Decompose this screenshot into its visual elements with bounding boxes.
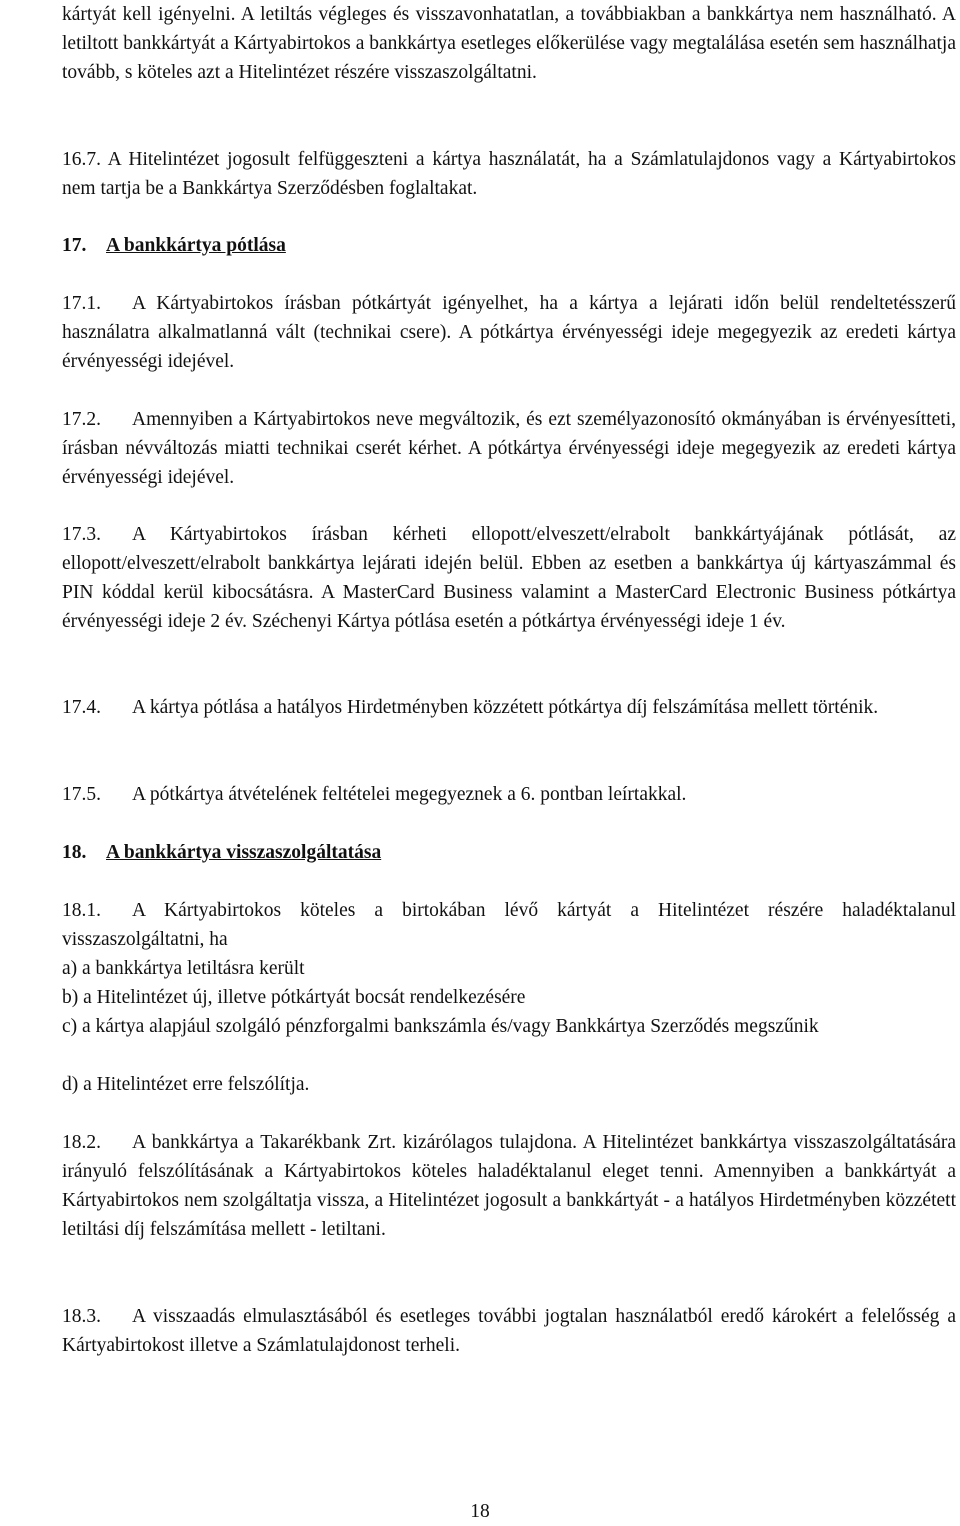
section-18-heading bbox=[62, 838, 381, 867]
paragraph-number: 18.2. bbox=[62, 1132, 101, 1153]
paragraph-text: A kártya pótlása a hatályos Hirdetményben közzétett pótkártya díj felszámítása mellett történik. bbox=[132, 697, 879, 718]
paragraph-number: 18.3. bbox=[62, 1306, 101, 1327]
paragraph-text: A Kártyabirtokos írásban pótkártyát igényelhet, ha a kártya a lejárati időn belül rendeltetésszerű használatra alkalmatlanná vált (technikai csere). A pótkártya érvényességi ideje megegyezik az eredeti kártya érvényességi idejével. bbox=[62, 293, 956, 372]
paragraph-number: 17.5. bbox=[62, 784, 101, 805]
paragraph-text: A bankkártya a Takarékbank Zrt. kizárólagos tulajdona. A Hitelintézet bankkártya visszaszolgáltatására irányuló felszólításának a Kártyabirtokos köteles haladéktalanul eleget tenni. Amennyiben a bankkártyát a Kártyabirtokos nem szolgáltatja vissza, a Hitelintézet jogosult a bankkártyát - a hatályos Hirdetményben közzétett letiltási díj felszámítása mellett - letiltani. bbox=[62, 1132, 956, 1240]
paragraph-number: 17.2. bbox=[62, 409, 101, 430]
paragraph-text: A Kártyabirtokos köteles a birtokában lévő kártyát a Hitelintézet részére haladéktalanul visszaszolgáltatni, ha bbox=[62, 900, 956, 950]
paragraph-text: A Kártyabirtokos írásban kérheti ellopott/elveszett/elrabolt bankkártyájának pótlását, az ellopott/elveszett/elrabolt bankkártya lejárati idején belül. Ebben az esetben a bankkártya új kártyaszámmal és PIN kóddal kerül kibocsátásra. A MasterCard Business valamint a MasterCard Electronic Business pótkártya érvényességi ideje 2 év. Széchenyi Kártya pótlása esetén a pótkártya érvényességi ideje 1 év. bbox=[62, 524, 956, 632]
section-18-number: 18. bbox=[62, 842, 87, 863]
section-18-title: A bankkártya visszaszolgáltatása bbox=[106, 842, 382, 863]
paragraph-16-7: 16.7. A Hitelintézet jogosult felfüggeszteni a kártya használatát, ha a Számlatulajdonos vagy a Kártyabirtokos nem tartja be a Bankkártya Szerződésben foglaltakat. bbox=[62, 149, 956, 199]
paragraph-text: A visszaadás elmulasztásából és esetleges további jogtalan használatból eredő károkért a felelősség a Kártyabirtokost illetve a Számlatulajdonost terheli. bbox=[62, 1306, 956, 1356]
list-item: d) a Hitelintézet erre felszólítja. bbox=[62, 1074, 310, 1095]
section-17-heading bbox=[62, 231, 286, 260]
list-item: a) a bankkártya letiltásra került bbox=[62, 958, 305, 979]
paragraph-number: 18.1. bbox=[62, 900, 101, 921]
list-item: c) a kártya alapjául szolgáló pénzforgalmi bankszámla és/vagy Bankkártya Szerződés megszűnik bbox=[62, 1016, 819, 1037]
paragraph-text: A pótkártya átvételének feltételei megegyeznek a 6. pontban leírtakkal. bbox=[132, 784, 687, 805]
paragraph-number: 17.3. bbox=[62, 524, 101, 545]
paragraph-number: 17.4. bbox=[62, 697, 101, 718]
paragraph-text: Amennyiben a Kártyabirtokos neve megváltozik, és ezt személyazonosító okmányában is érvényesítteti, írásban névváltozás miatti technikai cserét kérhet. A pótkártya érvényességi ideje megegyezik az eredeti kártya érvényességi idejével. bbox=[62, 409, 956, 488]
intro-paragraph: kártyát kell igényelni. A letiltás végleges és visszavonhatatlan, a továbbiakban a bankkártya nem használható. A letiltott bankkártyát a Kártyabirtokos a bankkártya esetleges előkerülése vagy megtalálása esetén sem használhatja tovább, s köteles azt a Hitelintézet részére visszaszolgáltatni. bbox=[62, 4, 956, 83]
section-17-title: A bankkártya pótlása bbox=[106, 235, 286, 256]
page-number: 18 bbox=[470, 1501, 490, 1522]
list-item: b) a Hitelintézet új, illetve pótkártyát bocsát rendelkezésére bbox=[62, 987, 526, 1008]
paragraph-number: 17.1. bbox=[62, 293, 101, 314]
section-17-number: 17. bbox=[62, 235, 87, 256]
